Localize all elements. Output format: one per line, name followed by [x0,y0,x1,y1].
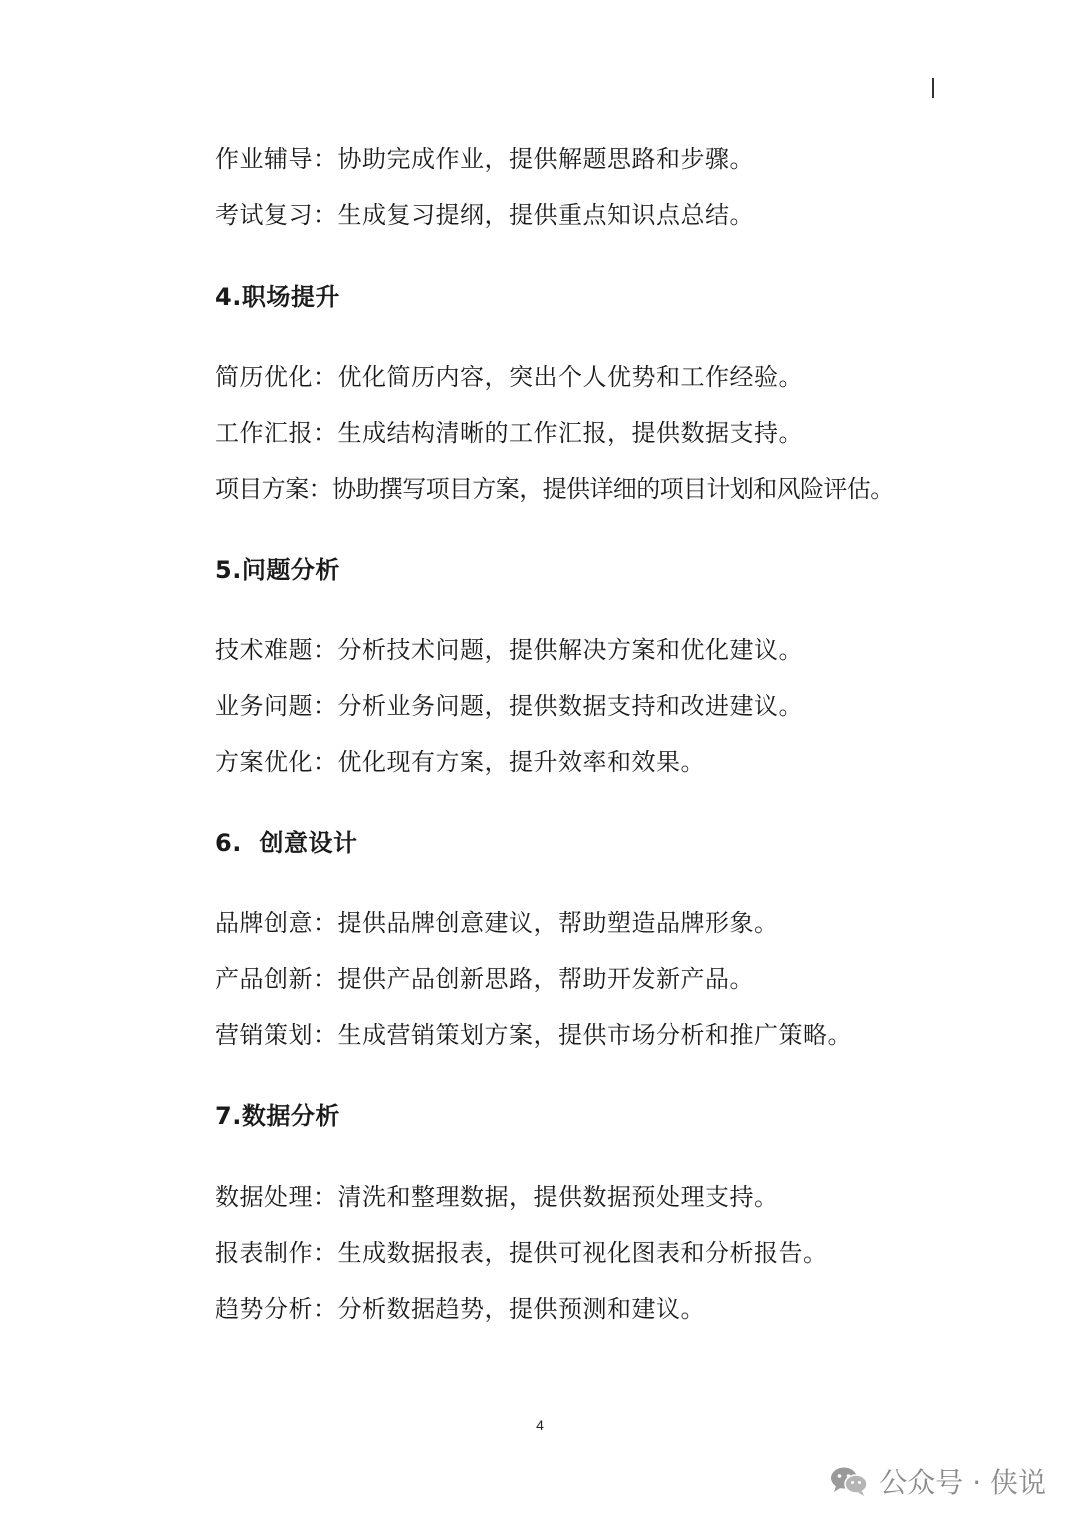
body-line-data-processing: 数据处理：清洗和整理数据，提供数据预处理支持。 [215,1183,779,1211]
body-line-brand-creative: 品牌创意：提供品牌创意建议，帮助塑造品牌形象。 [215,909,779,937]
body-line-work-report: 工作汇报：生成结构清晰的工作汇报，提供数据支持。 [215,419,803,447]
section-heading-problem-analysis: 5.问题分析 [215,556,340,584]
body-line-trend-analysis: 趋势分析：分析数据趋势，提供预测和建议。 [215,1295,705,1323]
section-heading-career: 4.职场提升 [215,283,340,311]
watermark-text: 公众号 · 侠说 [879,1466,1046,1499]
body-line-homework: 作业辅导：协助完成作业，提供解题思路和步骤。 [215,145,754,173]
section-heading-data-analysis: 7.数据分析 [215,1102,340,1130]
body-line-report-making: 报表制作：生成数据报表，提供可视化图表和分析报告。 [215,1239,828,1267]
wechat-icon [829,1465,869,1497]
section-heading-creative-design: 6. 创意设计 [215,829,358,857]
watermark [829,1461,1046,1501]
body-line-project-plan: 项目方案：协助撰写项目方案，提供详细的项目计划和风险评估。 [215,475,894,503]
body-line-resume: 简历优化：优化简历内容，突出个人优势和工作经验。 [215,363,803,391]
page-number: 4 [536,1417,544,1433]
body-line-business-problem: 业务问题：分析业务问题，提供数据支持和改进建议。 [215,692,803,720]
text-cursor [932,78,934,98]
body-line-plan-optimization: 方案优化：优化现有方案，提升效率和效果。 [215,748,705,776]
body-line-product-innovation: 产品创新：提供产品创新思路，帮助开发新产品。 [215,965,754,993]
body-line-marketing: 营销策划：生成营销策划方案，提供市场分析和推广策略。 [215,1021,852,1049]
body-line-exam-review: 考试复习：生成复习提纲，提供重点知识点总结。 [215,201,754,229]
body-line-tech-problem: 技术难题：分析技术问题，提供解决方案和优化建议。 [215,636,803,664]
